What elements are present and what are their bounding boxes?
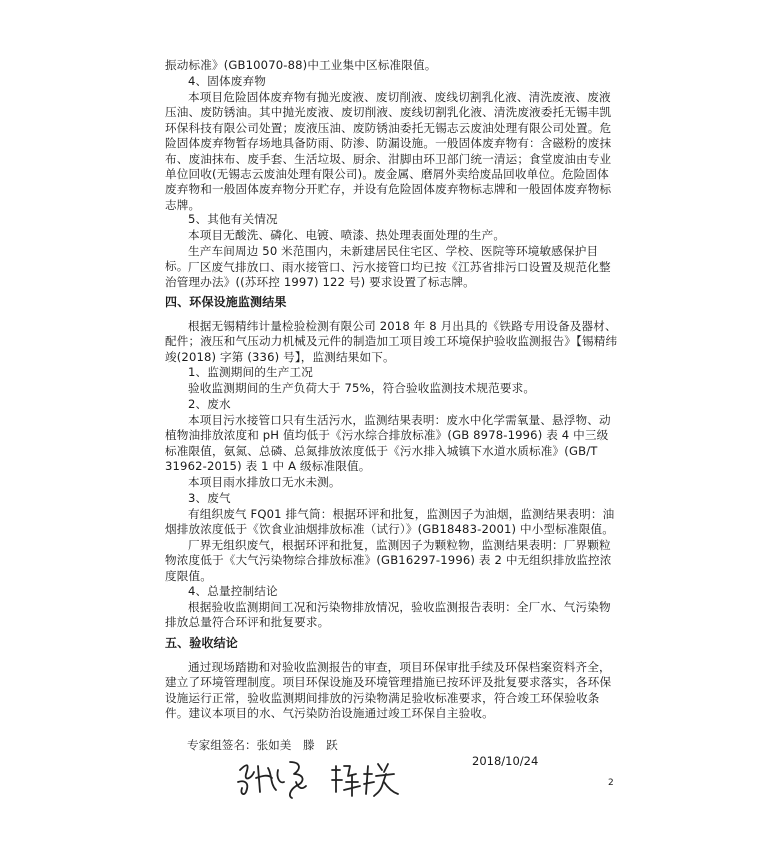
paragraph-outlet-signs: 厂区废气排放口、雨水接管口、污水接管口均已按《江苏省排污口设置及规范化整治管理办法》((苏环控 1997) 122 号) 要求设置了标志牌。 xyxy=(165,260,611,290)
heading-total-control: 4、总量控制结论 xyxy=(188,584,278,598)
heading-exhaust-gas: 3、废气 xyxy=(188,491,231,505)
paragraph-solid-waste: 本项目危险固体废弃物有抛光废液、废切削液、废线切割乳化液、清洗废液、废液压油、废防锈油。其中抛光废液、废切削液、废线切割乳化液、清洗废液委托无锡丰凯环保科技有限公司处置；废液压油、废防锈油委托无锡志云废油处理有限公司处置。危险固体废弃物暂存场地具备防雨、防渗、防漏设施。一般固体废弃物有：含磁粉的废抹布、废油抹布、废手套、生活垃圾、厨余、泔脚由环卫部门统一清运；食堂废油由专业单位回收(无锡志云废油处理有限公司)。废金属、磨屑外卖给废品回收单位。危险固体废弃物和一般固体废弃物分开贮存，并设有危险固体废弃物标志牌和一般固体废弃物标志牌。 xyxy=(165,90,612,212)
paragraph-no-surface-treatment: 本项目无酸洗、磷化、电镀、喷漆、热处理表面处理的生产。 xyxy=(188,228,506,242)
heading-solid-waste: 4、固体废弃物 xyxy=(188,74,266,88)
date: 2018/10/24 xyxy=(472,754,539,768)
paragraph-p01: 振动标准》(GB10070-88)中工业集中区标准限值。 xyxy=(165,58,437,72)
paragraph-rainwater: 本项目雨水排放口无水未测。 xyxy=(188,475,341,489)
paragraph-total-control: 根据验收监测期间工况和污染物排放情况，验收监测报告表明：全厂水、气污染物排放总量符合环评和批复要求。 xyxy=(165,600,611,630)
paragraph-monitoring-report: 根据无锡精纬计量检验检测有限公司 2018 年 8 月出具的《铁路专用设备及器材、配件；液压和气压动力机械及元件的制造加工项目竣工环境保护验收监测报告》【锡精纬竣(2018) 字第 (336) 号】，监测结果如下。 xyxy=(165,319,618,364)
paragraph-organized-exhaust: 有组织废气 FQ01 排气筒：根据环评和批复，监测因子为油烟，监测结果表明：油烟排放浓度低于《饮食业油烟排放标准（试行）》(GB18483-2001) 中小型标准限值。 xyxy=(165,507,615,537)
heading-other: 5、其他有关情况 xyxy=(188,212,278,226)
paragraph-production-load: 验收监测期间的生产负荷大于 75%，符合验收监测技术规范要求。 xyxy=(188,381,536,395)
page-number: 2 xyxy=(608,778,614,788)
section-heading-conclusion: 五、验收结论 xyxy=(165,636,238,650)
paragraph-unorganized-exhaust: 厂界无组织废气，根据环评和批复，监测因子为颗粒物，监测结果表明：厂界颗粒物浓度低于《大气污染物综合排放标准》(GB16297-1996) 表 2 中无组织排放监控浓度限值。 xyxy=(165,538,612,583)
paragraph-sensitive-targets: 生产车间周边 50 米范围内，未新建居民住宅区、学校、医院等环境敏感保护目标。 xyxy=(165,244,599,274)
handwritten-signature xyxy=(232,752,432,804)
heading-wastewater: 2、废水 xyxy=(188,397,231,411)
section-heading-monitoring: 四、环保设施监测结果 xyxy=(165,295,287,309)
paragraph-conclusion: 通过现场踏勘和对验收监测报告的审查，项目环保审批手续及环保档案资料齐全，建立了环境管理制度。项目环保设施及环境管理措施已按环评及批复要求落实，各环保设施运行正常，验收监测期间排放的污染物满足验收标准要求，符合竣工环保验收条件。建议本项目的水、气污染防治设施通过竣工环保自主验收。 xyxy=(165,660,612,721)
paragraph-wastewater: 本项目污水接管口只有生活污水，监测结果表明：废水中化学需氧量、悬浮物、动植物油排放浓度和 pH 值均低于《污水综合排放标准》(GB 8978-1996) 表 4 中三级标准限值，氨氮、总磷、总氮排放浓度低于《污水排入城镇下水道水质标准》(GB/T 31962-2015) 表 1 中 A 级标准限值。 xyxy=(165,413,611,474)
signature-label: 专家组签名：张如美 滕 跃 xyxy=(187,738,338,752)
heading-production-condition: 1、监测期间的生产工况 xyxy=(188,365,313,379)
